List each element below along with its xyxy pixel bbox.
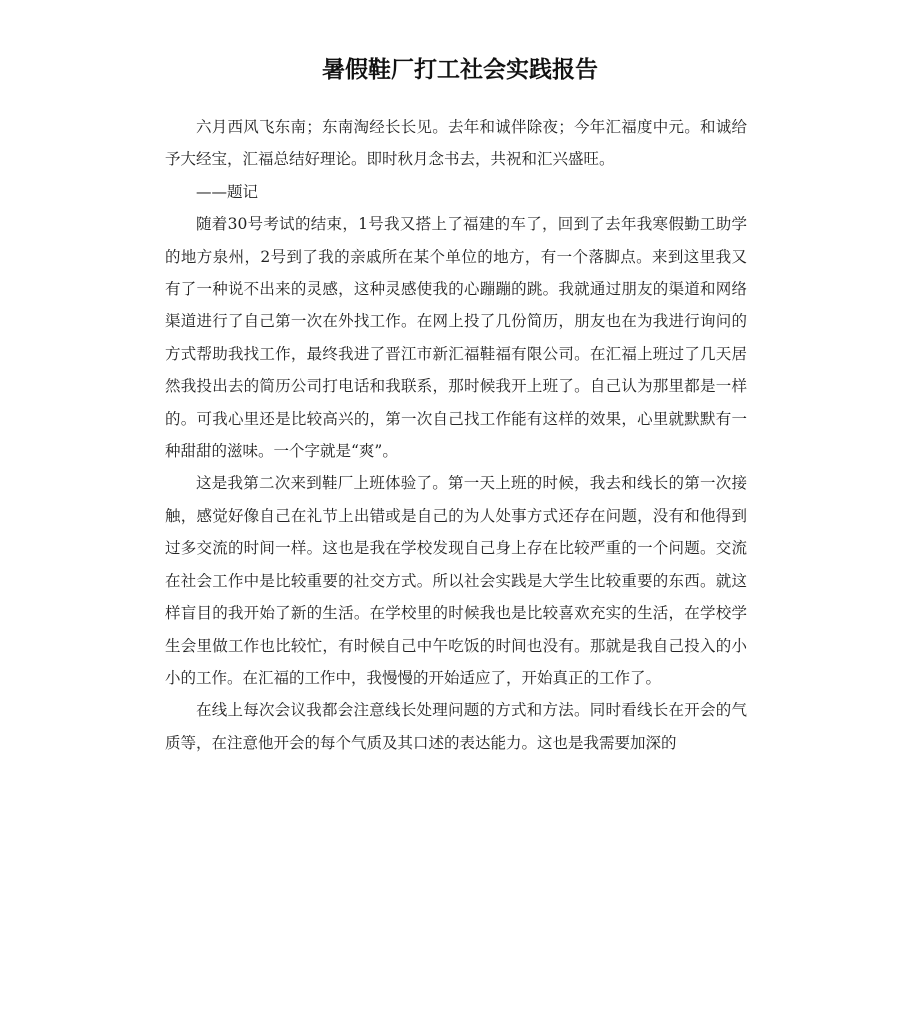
document-body	[165, 111, 747, 759]
paragraph-epigraph: ——题记	[196, 182, 259, 201]
paragraph-job-search: 随着30号考试的结束，1号我又搭上了福建的车了，回到了去年我寒假勤工助学的地方泉州，2号到了我的亲戚所在某个单位的地方，有一个落脚点。来到这里我又有了一种说不出来的灵感，这种灵感使我的心蹦蹦的跳。我就通过朋友的渠道和网络渠道进行了自己第一次在外找工作。在网上投了几份简历，朋友也在为我进行询问的方式帮助我找工作，最终我进了晋江市新汇福鞋福有限公司。在汇福上班过了几天居然我投出去的简历公司打电话和我联系，那时候我开上班了。自己认为那里都是一样的。可我心里还是比较高兴的，第一次自己找工作能有这样的效果，心里就默默有一种甜甜的滋味。一个字就是“爽”。	[165, 215, 747, 461]
paragraph-poem: 六月西风飞东南；东南淘经长长见。去年和诚伴除夜；今年汇福度中元。和诚给予大经宝，汇福总结好理论。即时秋月念书去，共祝和汇兴盛旺。	[165, 118, 747, 169]
paragraph-meetings: 在线上每次会议我都会注意线长处理问题的方式和方法。同时看线长在开会的气质等，在注意他开会的每个气质及其口述的表达能力。这也是我需要加深的	[165, 701, 747, 752]
document-title: 暑假鞋厂打工社会实践报告	[322, 57, 598, 83]
paragraph-factory-work: 这是我第二次来到鞋厂上班体验了。第一天上班的时候，我去和线长的第一次接触，感觉好像自己在礼节上出错或是自己的为人处事方式还存在问题，没有和他得到过多交流的时间一样。这也是我在学校发现自己身上存在比较严重的一个问题。交流在社会工作中是比较重要的社交方式。所以社会实践是大学生比较重要的东西。就这样盲目的我开始了新的生活。在学校里的时候我也是比较喜欢充实的生活，在学校学生会里做工作也比较忙，有时候自己中午吃饭的时间也没有。那就是我自己投入的小小的工作。在汇福的工作中，我慢慢的开始适应了，开始真正的工作了。	[165, 474, 747, 687]
